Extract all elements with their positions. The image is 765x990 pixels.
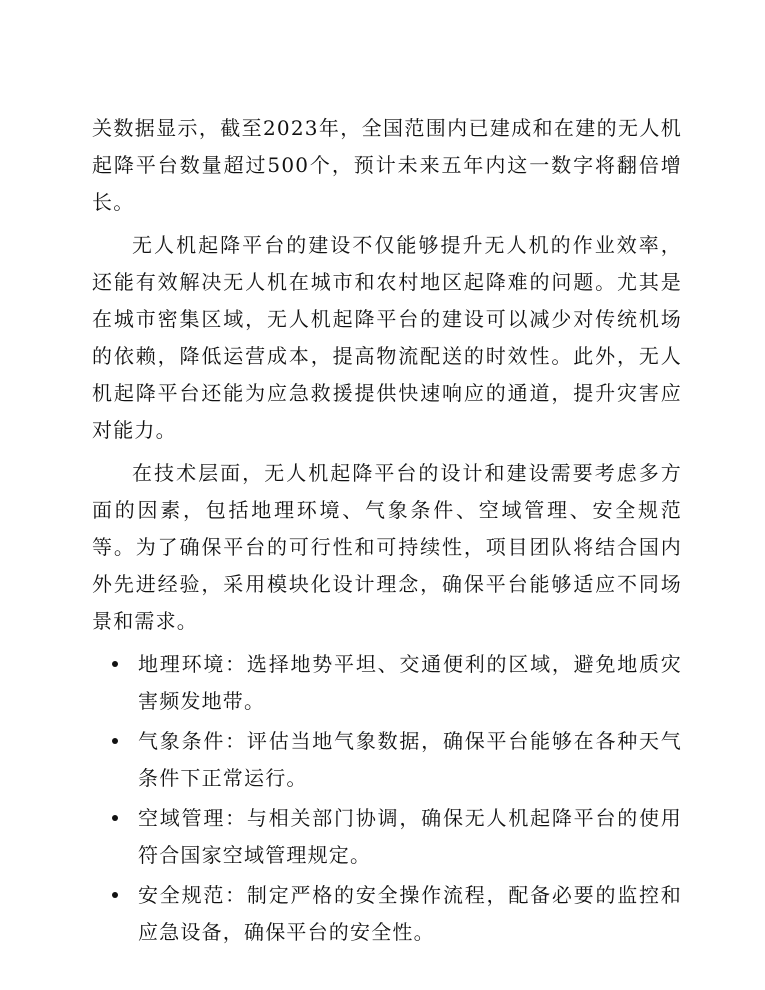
bullet-item-airspace [92,800,682,874]
bullet-dot-icon [112,661,118,667]
bullet-dot-icon [112,815,118,821]
paragraph-continuation: 关数据显示，截至2023年，全国范围内已建成和在建的无人机起降平台数量超过500个，预计未来五年内这一数字将翻倍增长。 [92,116,682,214]
bullet-dot-icon [112,738,118,744]
bullet-text: 安全规范：制定严格的安全操作流程，配备必要的监控和应急设备，确保平台的安全性。 [138,883,682,944]
bullet-list [92,646,682,951]
bullet-text: 空域管理：与相关部门协调，确保无人机起降平台的使用符合国家空域管理规定。 [138,806,682,867]
paragraph-technical: 在技术层面，无人机起降平台的设计和建设需要考虑多方面的因素，包括地理环境、气象条件、空域管理、安全规范等。为了确保平台的可行性和可持续性，项目团队将结合国内外先进经验，采用模块化设计理念，确保平台能够适应不同场景和需求。 [92,461,682,633]
bullet-item-safety [92,877,682,951]
paragraph-benefits: 无人机起降平台的建设不仅能够提升无人机的作业效率，还能有效解决无人机在城市和农村地区起降难的问题。尤其是在城市密集区域，无人机起降平台的建设可以减少对传统机场的依赖，降低运营成本，提高物流配送的时效性。此外，无人机起降平台还能为应急救援提供快速响应的通道，提升灾害应对能力。 [92,233,682,442]
bullet-item-weather [92,723,682,797]
document-body [92,110,682,954]
bullet-text: 地理环境：选择地势平坦、交通便利的区域，避免地质灾害频发地带。 [138,652,682,713]
bullet-dot-icon [112,892,118,898]
bullet-item-geography [92,646,682,720]
bullet-text: 气象条件：评估当地气象数据，确保平台能够在各种天气条件下正常运行。 [138,729,682,790]
